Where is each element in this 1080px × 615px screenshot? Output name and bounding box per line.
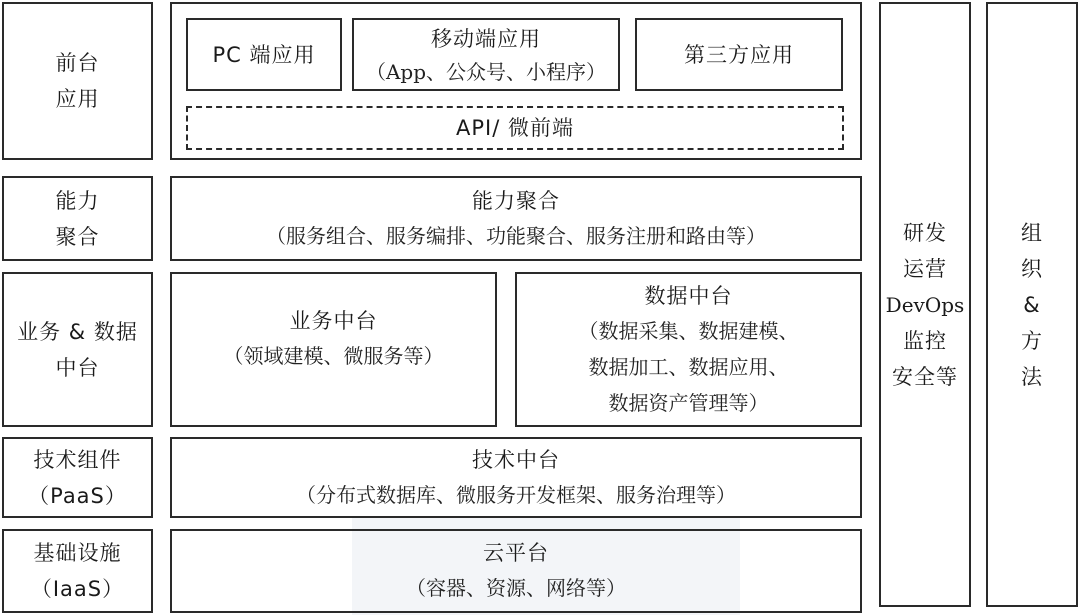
org-line4: 方 [1021, 328, 1043, 353]
label-frontend [2, 2, 153, 160]
label-frontend-line1: 前台 [55, 51, 100, 75]
api-microfrontend-label: API/ 微前端 [456, 116, 574, 140]
label-capability-line1: 能力 [55, 188, 100, 213]
mobile-app-box [352, 18, 620, 91]
data-platform-title: 数据中台 [644, 283, 733, 308]
business-platform-title: 业务中台 [289, 309, 378, 333]
third-party-app-label: 第三方应用 [684, 42, 794, 67]
label-infra-line1: 基础设施 [33, 541, 122, 565]
tech-platform-sub: （分布式数据库、微服务开发框架、服务治理等） [296, 482, 736, 507]
org-line2: 织 [1021, 256, 1043, 281]
devops-line4: 监控 [903, 328, 947, 353]
data-platform-box [515, 272, 862, 427]
data-platform-sub-line1: （数据采集、数据建模、 [578, 318, 799, 343]
cloud-platform-sub: （容器、资源、网络等） [406, 576, 626, 600]
tech-platform-title: 技术中台 [472, 447, 560, 472]
devops-column [879, 2, 971, 607]
org-line5: 法 [1021, 364, 1043, 389]
label-capability [2, 176, 153, 261]
business-platform-box [170, 272, 497, 427]
devops-line1: 研发 [903, 220, 947, 245]
pc-app-label: PC 端应用 [212, 42, 316, 67]
capability-box [170, 176, 862, 261]
cloud-platform-box [170, 529, 862, 613]
api-microfrontend-box [186, 106, 844, 150]
label-business-data-line2: 中台 [55, 355, 100, 380]
pc-app-box [186, 18, 342, 91]
org-line3: & [1023, 292, 1041, 317]
label-tech-line1: 技术组件 [33, 447, 122, 472]
label-infra [2, 529, 153, 613]
org-method-column [986, 2, 1078, 607]
third-party-app-box [635, 18, 843, 91]
label-business-data-line1: 业务 & 数据 [17, 319, 138, 344]
mobile-app-title: 移动端应用 [431, 26, 541, 51]
cloud-platform-title: 云平台 [483, 541, 549, 565]
data-platform-sub-line2: 数据加工、数据应用、 [588, 354, 789, 379]
capability-title: 能力聚合 [472, 188, 560, 213]
data-platform-sub-line3: 数据资产管理等） [608, 390, 769, 415]
devops-line3: DevOps [885, 292, 965, 317]
devops-line5: 安全等 [892, 364, 958, 389]
label-tech [2, 437, 153, 518]
capability-sub: （服务组合、服务编排、功能聚合、服务注册和路由等） [266, 223, 766, 248]
label-tech-line2: （PaaS） [28, 483, 127, 508]
label-capability-line2: 聚合 [55, 224, 100, 249]
label-frontend-line2: 应用 [55, 87, 100, 111]
label-business-data [2, 272, 153, 427]
org-line1: 组 [1021, 220, 1043, 245]
tech-platform-box [170, 437, 862, 518]
label-infra-line2: （IaaS） [30, 577, 125, 601]
mobile-app-sub: （App、公众号、小程序） [365, 59, 607, 84]
business-platform-sub: （领域建模、微服务等） [223, 344, 444, 368]
devops-line2: 运营 [903, 256, 947, 281]
